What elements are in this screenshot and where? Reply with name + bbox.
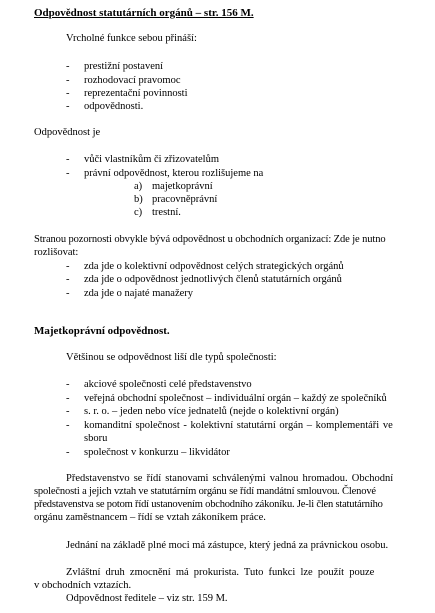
list-item: veřejná obchodní společnost – individuální orgán – každý ze společníků	[84, 393, 387, 404]
list-item: s. r. o. – jeden nebo více jednatelů (nejde o kolektivní orgán)	[84, 406, 339, 417]
list-item: zda jde o odpovědnost jednotlivých členů statutárních orgánů	[84, 274, 342, 285]
list-item: vůči vlastníkům či zřizovatelům	[84, 154, 220, 165]
bullet: -	[66, 75, 70, 86]
sublist-marker: b)	[134, 194, 143, 205]
list-item: rozhodovací pravomoc	[84, 75, 181, 86]
sublist-marker: a)	[134, 181, 143, 192]
paragraph-line: Jednání na základě plné moci má zástupce, který jedná za právnickou osobu.	[66, 540, 389, 551]
responsibility-heading: Odpovědnost je	[34, 127, 101, 138]
list-item: akciové společnosti celé představenstvo	[84, 379, 252, 390]
paragraph-line: orgánu zaměstnancem – řídí se vztah zákoníkem práce.	[34, 512, 266, 523]
bullet: -	[66, 88, 70, 99]
list-item: právní odpovědnost, kterou rozlišujeme na	[84, 168, 264, 179]
sublist-marker: c)	[134, 207, 143, 218]
list-item: komanditní společnost - kolektivní statutární orgán – komplementáři ve	[84, 420, 393, 431]
list-item: společnost v konkurzu – likvidátor	[84, 447, 230, 458]
bullet: -	[66, 261, 70, 272]
paragraph-line: Stranou pozornosti obvykle bývá odpovědnost u obchodních organizací: Zde je nutno	[34, 234, 386, 245]
sublist-item: trestní.	[152, 207, 181, 218]
bullet: -	[66, 420, 70, 431]
paragraph-line: Zvláštní druh zmocnění má prokurista. Tuto funkci lze použít pouze	[66, 567, 375, 578]
bullet: -	[66, 379, 70, 390]
bullet: -	[66, 61, 70, 72]
paragraph-line: Odpovědnost ředitele – viz str. 159 M.	[66, 593, 228, 604]
paragraph-line: v obchodních vztazích.	[34, 580, 132, 591]
paragraph-line: Většinou se odpovědnost liší dle typů společnosti:	[66, 352, 277, 363]
paragraph-line: rozlišovat:	[34, 247, 79, 258]
document-title: Odpovědnost statutárních orgánů – str. 156 M.	[34, 7, 254, 19]
sublist-item: pracovněprávní	[152, 194, 218, 205]
list-item-continuation: sboru	[84, 433, 108, 444]
bullet: -	[66, 288, 70, 299]
list-item: reprezentační povinnosti	[84, 88, 188, 99]
bullet: -	[66, 101, 70, 112]
section-heading: Majetkoprávní odpovědnost.	[34, 325, 170, 337]
bullet: -	[66, 274, 70, 285]
bullet: -	[66, 406, 70, 417]
list-item: odpovědnosti.	[84, 101, 144, 112]
intro-text: Vrcholné funkce sebou přináší:	[66, 33, 197, 44]
bullet: -	[66, 447, 70, 458]
list-item: prestižní postavení	[84, 61, 164, 72]
bullet: -	[66, 168, 70, 179]
bullet: -	[66, 154, 70, 165]
paragraph-line: Představenstvo se řídí stanovami schválenými valnou hromadou. Obchodní	[66, 473, 394, 484]
list-item: zda jde o najaté manažery	[84, 288, 194, 299]
sublist-item: majetkoprávní	[152, 181, 213, 192]
paragraph-line: společnosti a jejich vztah ve statutárním orgánu se řídí mandátní smlouvou. Členové	[34, 486, 376, 497]
bullet: -	[66, 393, 70, 404]
list-item: zda jde o kolektivní odpovědnost celých strategických orgánů	[84, 261, 344, 272]
paragraph-line: představenstva se potom řídí ustanovením obchodního zákoníku. Je-li člen statutárního	[34, 499, 383, 510]
